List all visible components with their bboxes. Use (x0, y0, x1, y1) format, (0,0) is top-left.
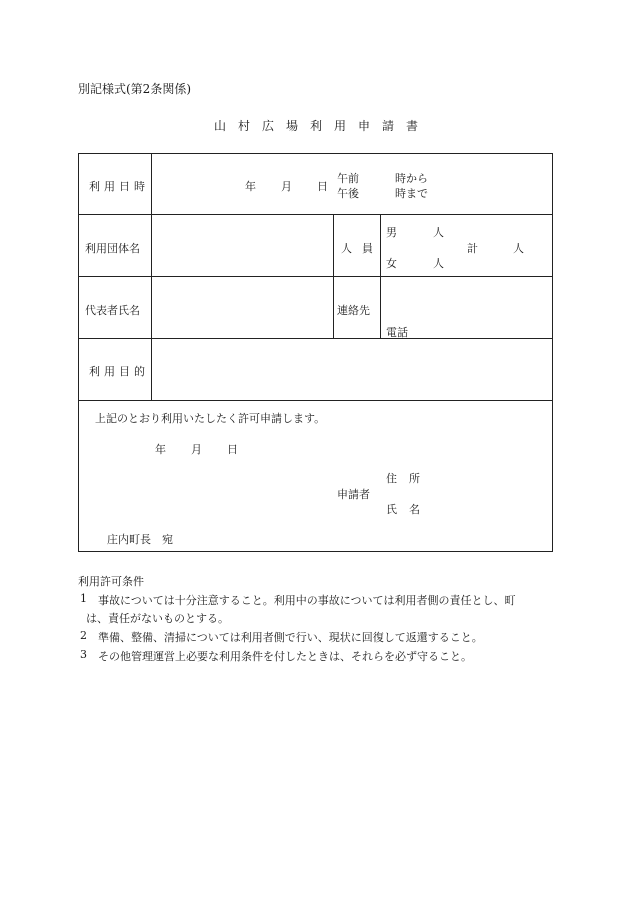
purpose-label: 利用目的 (89, 365, 149, 378)
am-label: 午前 (337, 172, 359, 185)
date-time-label: 利用日時 (89, 180, 149, 193)
date-day: 日 (317, 180, 328, 193)
total-label: 計 (467, 242, 478, 255)
date-month: 月 (281, 180, 292, 193)
condition-number: 1 (80, 592, 87, 605)
group-name-label: 利用団体名 (85, 242, 140, 255)
time-from: 時から (395, 172, 428, 185)
page-title: 山村広場利用申請書 (214, 119, 431, 133)
addressee: 庄内町長 宛 (107, 533, 173, 546)
request-month: 月 (191, 443, 202, 456)
contact-label: 連絡先 (337, 304, 370, 317)
male-label: 男 (386, 226, 397, 239)
male-person-unit: 人 (433, 226, 444, 239)
phone-label: 電話 (386, 326, 408, 339)
conditions-heading: 利用許可条件 (78, 575, 144, 588)
time-to: 時まで (395, 187, 428, 200)
condition-number: 2 (80, 629, 87, 642)
applicant-label: 申請者 (337, 488, 370, 501)
condition-text: 準備、整備、清掃については利用者側で行い、現状に回復して返還すること。 (98, 631, 483, 644)
pm-label: 午後 (337, 187, 359, 200)
name-label: 氏名 (386, 503, 432, 516)
request-statement: 上記のとおり利用いたしたく許可申請します。 (95, 412, 326, 425)
condition-text-continued: は、責任がないものとする。 (86, 612, 229, 625)
application-form (78, 153, 553, 552)
form-reference: 別記様式(第2条関係) (78, 82, 191, 96)
request-year: 年 (155, 443, 166, 456)
condition-text: 事故については十分注意すること。利用中の事故については利用者側の責任とし、町 (98, 594, 516, 607)
people-label: 人員 (341, 242, 383, 255)
request-day: 日 (227, 443, 238, 456)
representative-label: 代表者氏名 (85, 304, 140, 317)
female-label: 女 (386, 257, 397, 270)
female-person-unit: 人 (433, 257, 444, 270)
date-year: 年 (245, 180, 256, 193)
condition-number: 3 (80, 648, 87, 661)
condition-text: その他管理運営上必要な利用条件を付したときは、それらを必ず守ること。 (98, 650, 472, 663)
total-person-unit: 人 (513, 242, 524, 255)
address-label: 住所 (386, 472, 432, 485)
